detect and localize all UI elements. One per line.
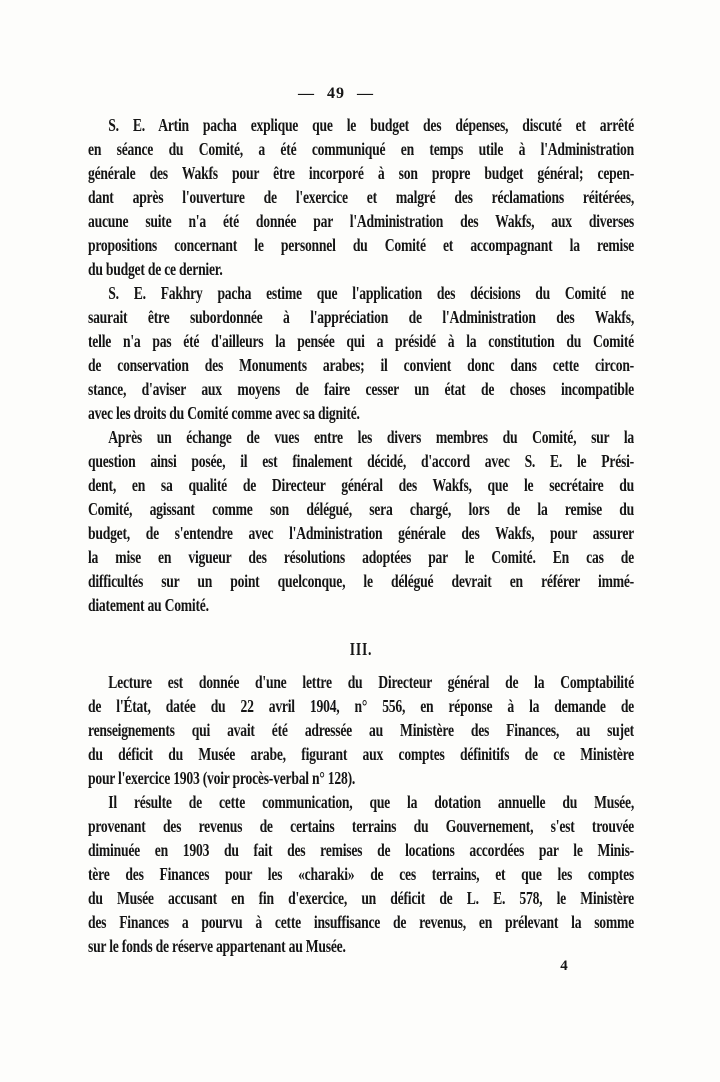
text-line: pour l'exercice 1903 (voir procès-verbal n° 128). <box>88 768 356 788</box>
text-line: saurait être subordonnée à l'appréciation de l'Administration des Wakfs, <box>88 307 634 327</box>
text-line: diminuée en 1903 du fait des remises de locations accordées par le Minis- <box>88 840 634 860</box>
text-line: Après un échange de vues entre les divers membres du Comité, sur la <box>108 427 634 447</box>
text-line: Lecture est donnée d'une lettre du Directeur général de la Comptabilité <box>108 672 634 692</box>
text-line: diatement au Comité. <box>88 595 209 615</box>
text-line: stance, d'aviser aux moyens de faire cesser un état de choses incompatible <box>88 379 634 399</box>
page-body <box>88 113 634 958</box>
signature-mark: 4 <box>560 958 568 974</box>
text-line: aucune suite n'a été donnée par l'Administration des Wakfs, aux diverses <box>88 211 634 231</box>
text-line: propositions concernant le personnel du Comité et accompagnant la remise <box>88 235 634 255</box>
text-line: avec les droits du Comité comme avec sa dignité. <box>88 403 360 423</box>
text-line: S. E. Fakhry pacha estime que l'application des décisions du Comité ne <box>108 283 634 303</box>
paragraph <box>88 281 634 425</box>
text-line: S. E. Artin pacha explique que le budget des dépenses, discuté et arrêté <box>108 115 634 135</box>
paragraph <box>88 670 634 790</box>
text-line: Comité, agissant comme son délégué, sera chargé, lors de la remise du <box>88 499 634 519</box>
text-line: dent, en sa qualité de Directeur général des Wakfs, que le secrétaire du <box>88 475 634 495</box>
text-line: question ainsi posée, il est finalement décidé, d'accord avec S. E. le Prési- <box>88 451 634 471</box>
text-line: telle n'a pas été d'ailleurs la pensée qui a présidé à la constitution du Comité <box>88 331 634 351</box>
text-line: tère des Finances pour les «charaki» de ces terrains, et que les comptes <box>88 864 634 884</box>
text-line: Il résulte de cette communication, que la dotation annuelle du Musée, <box>108 792 634 812</box>
section-heading: III. <box>349 639 373 659</box>
text-line: sur le fonds de réserve appartenant au Musée. <box>88 936 346 956</box>
text-line: de l'État, datée du 22 avril 1904, n° 556, en réponse à la demande de <box>88 696 634 716</box>
text-line: des Finances a pourvu à cette insuffisance de revenus, en prélevant la somme <box>88 912 634 932</box>
paragraph <box>88 113 634 281</box>
page-number: — 49 — <box>298 85 374 102</box>
text-line: provenant des revenus de certains terrains du Gouvernement, s'est trouvée <box>88 816 634 836</box>
text-line: renseignements qui avait été adressée au Ministère des Finances, au sujet <box>88 720 634 740</box>
text-line: dant après l'ouverture de l'exercice et malgré des réclamations réitérées, <box>88 187 634 207</box>
text-line: en séance du Comité, a été communiqué en temps utile à l'Administration <box>88 139 634 159</box>
text-line: du budget de ce dernier. <box>88 259 223 279</box>
text-line: la mise en vigueur des résolutions adoptées par le Comité. En cas de <box>88 547 634 567</box>
text-line: du Musée accusant en fin d'exercice, un déficit de L. E. 578, le Ministère <box>88 888 634 908</box>
paragraph <box>88 790 634 958</box>
text-line: difficultés sur un point quelconque, le délégué devrait en référer immé- <box>88 571 634 591</box>
text-line: de conservation des Monuments arabes; il convient donc dans cette circon- <box>88 355 634 375</box>
paragraph <box>88 425 634 617</box>
text-line: du déficit du Musée arabe, figurant aux comptes définitifs de ce Ministère <box>88 744 634 764</box>
text-line: générale des Wakfs pour être incorporé à son propre budget général; cepen- <box>88 163 634 183</box>
text-line: budget, de s'entendre avec l'Administration générale des Wakfs, pour assurer <box>88 523 634 543</box>
